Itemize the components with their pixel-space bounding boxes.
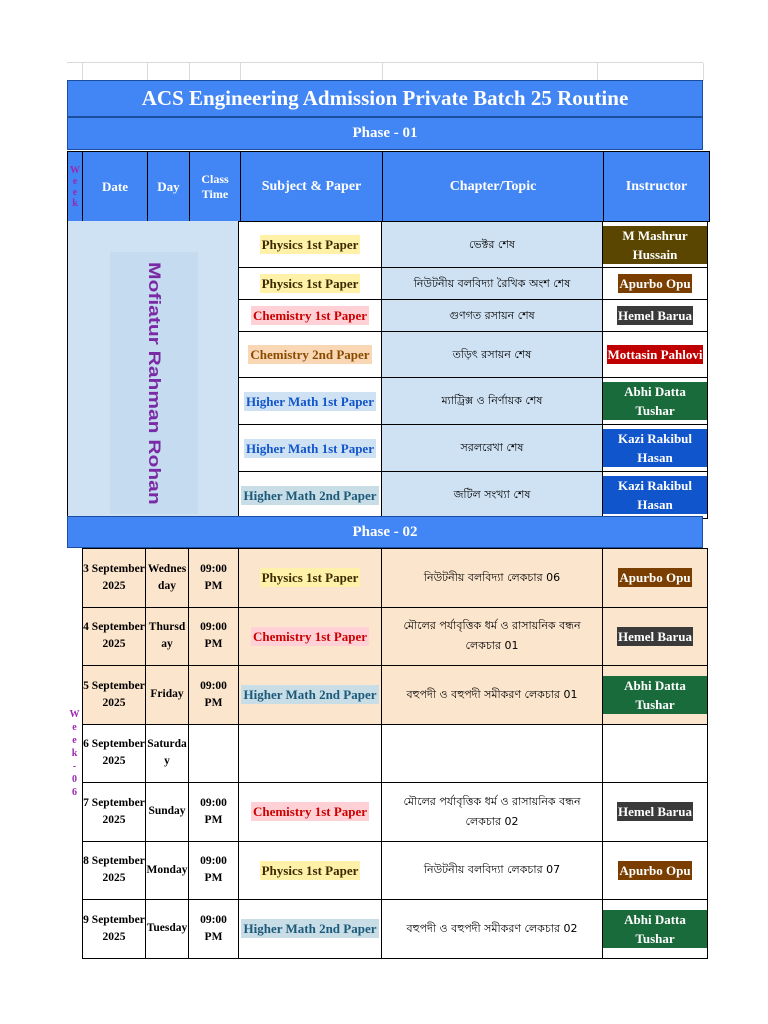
date-label: 5 September 2025 bbox=[83, 679, 145, 709]
topic-label: নিউটনীয় বলবিদ্যা রৈখিক অংশ শেষ bbox=[413, 276, 571, 290]
table-row-time bbox=[188, 665, 239, 725]
subject-label: Physics 1st Paper bbox=[261, 570, 359, 586]
table-row-date bbox=[82, 607, 146, 667]
subject-label: Higher Math 2nd Paper bbox=[243, 487, 377, 503]
day-label: Friday bbox=[150, 688, 184, 701]
table-row-topic bbox=[381, 424, 603, 472]
header-instructor: Instructor bbox=[604, 152, 710, 222]
header-date: Date bbox=[83, 152, 148, 222]
table-row-subject bbox=[238, 665, 382, 725]
week-label-letter: W bbox=[69, 708, 80, 720]
week-label-letter: - bbox=[72, 760, 77, 772]
week-label-letter: e bbox=[72, 721, 77, 733]
header-class-time: Class Time bbox=[190, 152, 241, 222]
table-row-instructor bbox=[602, 424, 708, 472]
table-row-topic bbox=[381, 267, 603, 300]
instructor-label: Hemel Barua bbox=[617, 308, 692, 323]
table-row-subject bbox=[238, 221, 382, 268]
table-row-day bbox=[145, 841, 189, 901]
table-row-subject bbox=[238, 782, 382, 842]
instructor-label: Apurbo Opu bbox=[619, 276, 691, 291]
instructor-label: Abhi Datta Tushar bbox=[603, 910, 707, 948]
topic-label: নিউটনীয় বলবিদ্যা লেকচার 06 bbox=[423, 570, 561, 584]
instructor-label: Abhi Datta Tushar bbox=[603, 382, 707, 420]
routine-title: ACS Engineering Admission Private Batch 25 Routine bbox=[67, 80, 703, 117]
topic-label: নিউটনীয় বলবিদ্যা লেকচার 07 bbox=[423, 863, 561, 877]
header-week-letter: e bbox=[72, 186, 78, 198]
week-label-letter: k bbox=[71, 747, 78, 759]
table-row-subject bbox=[238, 899, 382, 959]
table-row-subject bbox=[238, 299, 382, 332]
subject-label: Chemistry 1st Paper bbox=[252, 628, 368, 644]
table-row-subject bbox=[238, 841, 382, 901]
table-row-subject bbox=[238, 377, 382, 425]
subject-label: Higher Math 2nd Paper bbox=[243, 921, 377, 937]
table-row-topic bbox=[381, 221, 603, 268]
table-row-time bbox=[188, 899, 239, 959]
header-day: Day bbox=[148, 152, 190, 222]
table-row-time bbox=[188, 548, 239, 608]
day-label: Monday bbox=[146, 863, 188, 876]
table-row-instructor bbox=[602, 899, 708, 959]
time-label: 09:00 PM bbox=[200, 913, 227, 943]
subject-label: Chemistry 2nd Paper bbox=[250, 347, 370, 362]
topic-label: বহুপদী ও বহুপদী সমীকরণ লেকচার 01 bbox=[406, 687, 578, 701]
table-row-topic bbox=[381, 471, 603, 519]
subject-label: Higher Math 1st Paper bbox=[246, 393, 374, 409]
subject-label: Physics 1st Paper bbox=[261, 276, 359, 291]
time-label: 09:00 PM bbox=[200, 621, 227, 651]
table-row-topic bbox=[381, 665, 603, 725]
sheet-gridlines bbox=[67, 62, 703, 80]
topic-label: মৌলের পর্যাবৃত্তিক ধর্ম ও রাসায়নিক বন্ধন লেকচার 02 bbox=[403, 794, 581, 828]
day-label: Saturday bbox=[147, 738, 187, 768]
table-row-topic bbox=[381, 899, 603, 959]
subject-label: Higher Math 1st Paper bbox=[246, 440, 374, 456]
table-row-subject bbox=[238, 424, 382, 472]
table-row-instructor bbox=[602, 471, 708, 519]
student-name-box bbox=[110, 252, 198, 514]
date-label: 4 September 2025 bbox=[83, 621, 145, 651]
subject-label: Physics 1st Paper bbox=[261, 862, 359, 878]
table-row-subject bbox=[238, 267, 382, 300]
table-row-time bbox=[188, 782, 239, 842]
instructor-label: Apurbo Opu bbox=[619, 570, 691, 586]
table-row-topic bbox=[381, 331, 603, 378]
instructor-label: Kazi Rakibul Hasan bbox=[603, 429, 707, 467]
date-label: 9 September 2025 bbox=[83, 913, 145, 943]
table-row-date bbox=[82, 782, 146, 842]
table-row-topic bbox=[381, 782, 603, 842]
table-row-date bbox=[82, 665, 146, 725]
table-row-day bbox=[145, 607, 189, 667]
day-label: Wednesday bbox=[147, 562, 187, 592]
table-row-topic bbox=[381, 548, 603, 608]
subject-label: Physics 1st Paper bbox=[261, 237, 359, 252]
table-row-topic bbox=[381, 607, 603, 667]
table-row-instructor bbox=[602, 782, 708, 842]
table-row-instructor bbox=[602, 665, 708, 725]
table-row-day bbox=[145, 665, 189, 725]
table-row-subject bbox=[238, 471, 382, 519]
topic-label: জটিল সংখ্যা শেষ bbox=[453, 488, 531, 501]
header-week-letter: e bbox=[72, 175, 78, 187]
table-row-instructor bbox=[602, 548, 708, 608]
table-row-date bbox=[82, 841, 146, 901]
instructor-label: Mottasin Pahlovi bbox=[607, 347, 703, 362]
phase-1-banner: Phase - 01 bbox=[67, 117, 703, 150]
header-row bbox=[67, 151, 710, 222]
topic-label: বহুপদী ও বহুপদী সমীকরণ লেকচার 02 bbox=[406, 921, 578, 935]
table-row-time bbox=[188, 841, 239, 901]
header-week-letter: W bbox=[70, 164, 80, 176]
day-label: Sunday bbox=[148, 805, 186, 818]
topic-label: ম্যাট্রিক্স ও নির্ণায়ক শেষ bbox=[441, 394, 543, 407]
topic-label: তড়িৎ রসায়ন শেষ bbox=[452, 347, 532, 361]
table-row-topic bbox=[381, 841, 603, 901]
instructor-label: Abhi Datta Tushar bbox=[603, 676, 707, 714]
header-week-letter: k bbox=[72, 197, 78, 209]
date-label: 3 September 2025 bbox=[83, 562, 145, 592]
header-chapter: Chapter/Topic bbox=[383, 152, 604, 222]
date-label: 6 September 2025 bbox=[83, 738, 145, 768]
table-row-time bbox=[188, 607, 239, 667]
table-row-instructor bbox=[602, 331, 708, 378]
week-label-letter: 6 bbox=[72, 786, 77, 798]
time-label: 09:00 PM bbox=[200, 855, 227, 885]
table-row-day bbox=[145, 548, 189, 608]
topic-label: সরলরেখা শেষ bbox=[460, 441, 524, 454]
subject-label: Higher Math 2nd Paper bbox=[243, 687, 377, 703]
date-label: 7 September 2025 bbox=[83, 796, 145, 826]
time-label: 09:00 PM bbox=[200, 679, 227, 709]
table-row-topic bbox=[381, 299, 603, 332]
time-label: 09:00 PM bbox=[200, 796, 227, 826]
table-row-instructor bbox=[602, 724, 708, 784]
subject-label: Chemistry 1st Paper bbox=[252, 308, 368, 323]
table-row-subject bbox=[238, 724, 382, 784]
instructor-label: Hemel Barua bbox=[617, 628, 692, 644]
table-row-day bbox=[145, 782, 189, 842]
instructor-label: Apurbo Opu bbox=[619, 862, 691, 878]
topic-label: ভেক্টর শেষ bbox=[469, 237, 515, 251]
table-row-subject bbox=[238, 607, 382, 667]
table-row-subject bbox=[238, 331, 382, 378]
instructor-label: Hemel Barua bbox=[617, 804, 692, 820]
table-row-instructor bbox=[602, 841, 708, 901]
week-label-letter: 0 bbox=[72, 773, 77, 785]
header-week bbox=[68, 152, 83, 222]
table-row-topic bbox=[381, 724, 603, 784]
student-name: Mofiatur Rahman Rohan bbox=[145, 261, 164, 505]
topic-label: গুণগত রসায়ন শেষ bbox=[449, 308, 535, 322]
table-row-date bbox=[82, 899, 146, 959]
table-row-instructor bbox=[602, 267, 708, 300]
table-row-day bbox=[145, 899, 189, 959]
topic-label: মৌলের পর্যাবৃত্তিক ধর্ম ও রাসায়নিক বন্ধন লেকচার 01 bbox=[403, 619, 581, 653]
instructor-label: M Mashrur Hussain bbox=[603, 226, 707, 264]
time-label: 09:00 PM bbox=[200, 562, 227, 592]
table-row-subject bbox=[238, 548, 382, 608]
phase-2-banner: Phase - 02 bbox=[67, 516, 703, 548]
table-row-time bbox=[188, 724, 239, 784]
table-row-instructor bbox=[602, 299, 708, 332]
table-row-instructor bbox=[602, 221, 708, 268]
subject-label: Chemistry 1st Paper bbox=[252, 804, 368, 820]
table-row-date bbox=[82, 548, 146, 608]
table-row-instructor bbox=[602, 607, 708, 667]
week-label-letter: e bbox=[72, 734, 77, 746]
date-label: 8 September 2025 bbox=[83, 855, 145, 885]
header-subject: Subject & Paper bbox=[241, 152, 383, 222]
instructor-label: Kazi Rakibul Hasan bbox=[603, 476, 707, 514]
day-label: Thursday bbox=[148, 621, 186, 651]
table-row-topic bbox=[381, 377, 603, 425]
table-row-day bbox=[145, 724, 189, 784]
table-row-instructor bbox=[602, 377, 708, 425]
week-label bbox=[67, 548, 82, 958]
day-label: Tuesday bbox=[146, 922, 188, 935]
table-row-date bbox=[82, 724, 146, 784]
